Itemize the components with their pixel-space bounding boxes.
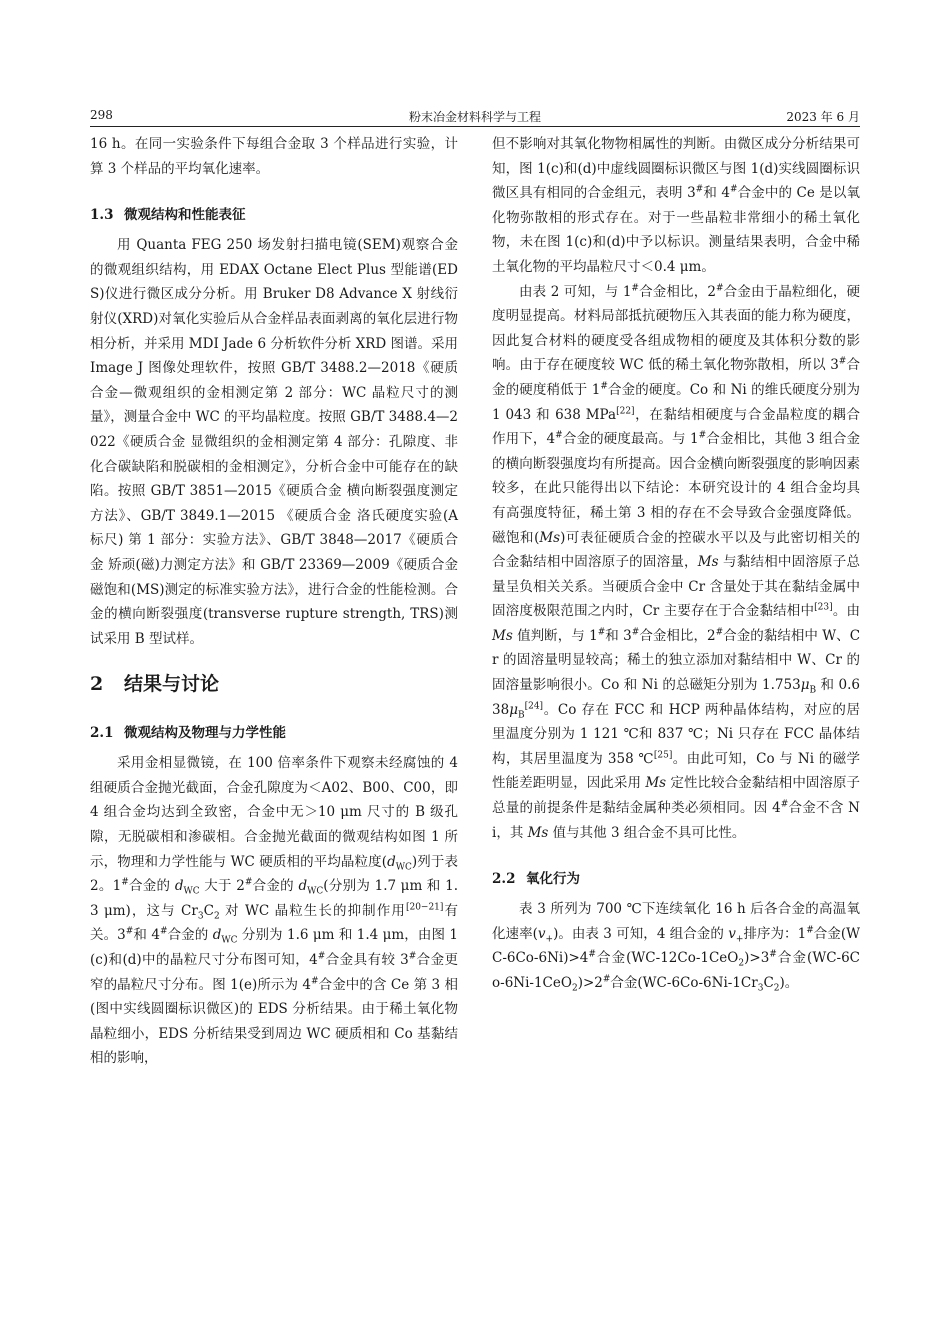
page-number: 298: [90, 108, 113, 122]
citation-ref: [22]: [616, 406, 635, 417]
paragraph-eds: 但不影响对其氧化物物相属性的判断。由微区成分分析结果可知，图 1(c)和(d)中虚线圆圈标识微区与图 1(d)实线圆圈标识微区具有相同的合金组元，表明 3#和 4#合金中的 Ce 是以氧化物弥散相的形式存在。对于一些晶粒非常细小的稀土氧化物，未在图 1(c)和(d)中予以标识。测量结果表明，合金中稀土氧化物的平均晶粒尺寸＜0.4 μm。: [492, 136, 860, 275]
section-heading-2-1: 2.1 微观结构及物理与力学性能: [90, 725, 286, 742]
paragraph-continued: 16 h。在同一实验条件下每组合金取 3 个样品进行实验，计算 3 个样品的平均氧化速率。: [90, 136, 458, 177]
section-heading-2-2: 2.2 氧化行为: [492, 871, 580, 888]
section-heading-1-3: 1.3 微观结构和性能表征: [90, 207, 246, 224]
citation-ref: [20−21]: [405, 902, 444, 913]
paragraph-microstructure: 采用金相显微镜，在 100 倍率条件下观察未经腐蚀的 4 组硬质合金抛光截面，合金孔隙度为＜A02、B00、C00，即 4 组合金均达到全致密，合金中无＞10 μm 尺寸的 B 级孔隙，无脱碳相和渗碳相。合金抛光截面的微观结构如图 1 所示，物理和力学性能与 WC 硬质相的平均晶粒度$(d_{WC})$列于表 2。1#合金的 $d_{WC}$ 大于 2#合金的 $d_{WC}$(分别为 1.7 μm 和 1.3 μm)，这与 $Cr_3C_2$ 对 WC 晶粒生长的抑制作用[20−21]有关。3#和 4#合金的 $d_{WC}$ 分别为 1.6 μm 和 1.4 μm，由图 1(c)和(d)中的晶粒尺寸分布图可知，4#合金具有较 3#合金更窄的晶粒尺寸分布。图 1(e)所示为 4#合金中的含 Ce 第 3 相(图中实线圆圈标识微区)的 EDS 分析结果。由于稀土氧化物晶粒细小，EDS 分析结果受到周边 WC 硬质相和 Co 基黏结相的影响，: [90, 755, 459, 1067]
citation-ref: [23]: [814, 602, 833, 613]
paragraph-characterization: 用 Quanta FEG 250 场发射扫描电镜(SEM)观察合金的微观组织结构，用 EDAX Octane Elect Plus 型能谱(EDS)仪进行微区成分分析。用 Bruker D8 Advance X 射线衍射仪(XRD)对氧化实验后从合金样品表面剥离的氧化层进行物相分析，并采用 MDI Jade 6 分析软件分析 XRD 图谱。采用 Image J 图像处理软件，按照 GB/T 3488.2—2018《硬质合金—微观组织的金相测定第 2 部分：WC 晶粒尺寸的测量》，测量合金中 WC 的平均晶粒度。按照 GB/T 3488.4—2022《硬质合金 显微组织的金相测定第 4 部分：孔隙度、非化合碳缺陷和脱碳相的金相测定》，分析合金中可能存在的缺陷。按照 GB/T 3851—2015《硬质合金 横向断裂强度测定方法》、GB/T 3849.1—2015 《硬质合金 洛氏硬度实验(A 标尺) 第 1 部分：实验方法》、GB/T 3848—2017《硬质合金 矫顽(磁)力测定方法》和 GB/T 23369—2009《硬质合金磁饱和(MS)测定的标准实验方法》，进行合金的性能检测。合金的横向断裂强度(transverse rupture strength, TRS)测试采用 B 型试样。: [90, 237, 459, 647]
citation-ref: [25]: [653, 750, 673, 761]
journal-title: 粉末冶金材料科学与工程: [408, 110, 541, 124]
paragraph-oxidation: 表 3 所列为 700 ℃下连续氧化 16 h 后各合金的高温氧化速率$(v_+)$。由表 3 可知，4 组合金的 $v_+$排序为：1#合金(WC-6Co-6Ni)>4#合金(WC-12Co-1CeO$_2$)>3#合金(WC-6Co-6Ni-1CeO$_2$)>2#合金$(WC-6Co-6Ni-1Cr_3C_2)$。: [492, 901, 860, 994]
right-column: [492, 132, 860, 996]
running-header: [90, 106, 860, 127]
paragraph-hardness: 由表 2 可知，与 1#合金相比，2#合金由于晶粒细化，硬度明显提高。材料局部抵抗硬物压入其表面的能力称为硬度，因此复合材料的硬度受各组成物相的硬度及其体积分数的影响。由于存在硬度较 WC 低的稀土氧化物弥散相，所以 3#合金的硬度稍低于 1#合金的硬度。Co 和 Ni 的维氏硬度分别为 1 043 和 638 MPa[22]，在黏结相硬度与合金晶粒度的耦合作用下，4#合金的硬度最高。与 1#合金相比，其他 3 组合金的横向断裂强度均有所提高。因合金横向断裂强度的影响因素较多，在此只能得出以下结论：本研究设计的 4 组合金均具有高强度特征，稀土第 3 相的存在不会导致合金强度降低。磁饱和(Ms)可表征硬质合金的控碳水平以及与此密切相关的合金黏结相中固溶原子的固溶量，Ms 与黏结相中固溶原子总量呈负相关关系。当硬质合金中 Cr 含量处于其在黏结金属中固溶度极限范围之内时，Cr 主要存在于合金黏结相中[23]。由 Ms 值判断，与 1#和 3#合金相比，2#合金的黏结相中 W、Cr 的固溶量明显较高；稀土的独立添加对黏结相中 W、Cr 的固溶量影响很小。Co 和 Ni 的总磁矩分别为 $1.753\mu_B$ 和 $0.638\mu_B[24]$。Co 存在 FCC 和 HCP 两种晶体结构，对应的居里温度分别为 1 121 ℃和 837 ℃；Ni 只存在 FCC 晶体结构，其居里温度为 358 ℃[25]。由此可知，Co 与 Ni 的磁学性能差距明显，因此采用 Ms 定性比较合金黏结相中固溶原子总量的前提条件是黏结金属种类必须相同。因 4#合金不含 Ni，其 Ms 值与其他 3 组合金不具可比性。: [492, 283, 861, 841]
citation-ref: [24]: [524, 701, 544, 712]
left-column: [90, 132, 458, 1071]
issue-date: 2023 年 6 月: [786, 110, 860, 124]
section-heading-2: 2 结果与讨论: [90, 673, 220, 696]
